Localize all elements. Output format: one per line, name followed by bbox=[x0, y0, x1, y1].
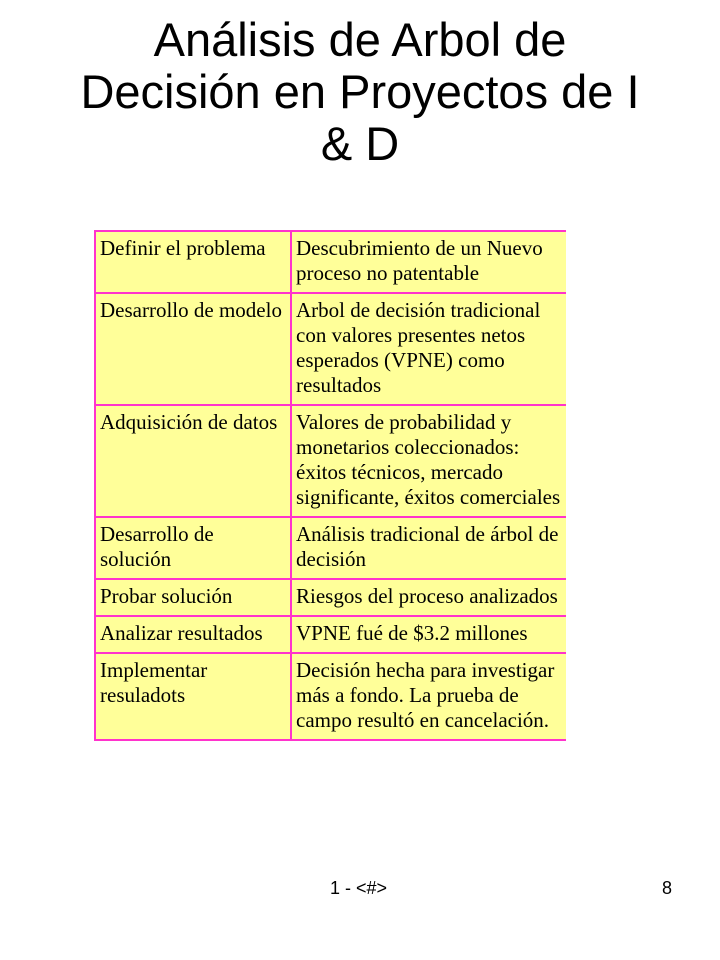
description-cell: Riesgos del proceso analizados bbox=[291, 579, 566, 616]
description-cell: Arbol de decisión tradicional con valores presentes netos esperados (VPNE) como resultados bbox=[291, 293, 566, 405]
description-cell: Valores de probabilidad y monetarios coleccionados: éxitos técnicos, mercado significante, éxitos comerciales bbox=[291, 405, 566, 517]
process-table-container bbox=[94, 230, 566, 741]
slide-title-line-1: Análisis de Arbol de bbox=[153, 13, 567, 66]
step-cell: Definir el problema bbox=[95, 231, 291, 293]
step-cell: Desarrollo de modelo bbox=[95, 293, 291, 405]
table-row bbox=[95, 293, 566, 405]
table-row bbox=[95, 405, 566, 517]
step-cell: Implementar resuladots bbox=[95, 653, 291, 740]
step-cell: Adquisición de datos bbox=[95, 405, 291, 517]
slide-footer-label: 1 - <#> bbox=[330, 878, 388, 898]
slide-title-line-2: Decisión en Proyectos de I bbox=[80, 65, 640, 118]
table-row bbox=[95, 517, 566, 579]
slide-title-line-3: & D bbox=[320, 117, 400, 170]
table-row bbox=[95, 616, 566, 653]
table-row bbox=[95, 579, 566, 616]
description-cell: Análisis tradicional de árbol de decisión bbox=[291, 517, 566, 579]
process-table bbox=[94, 230, 566, 741]
step-cell: Desarrollo de solución bbox=[95, 517, 291, 579]
slide-number: 8 bbox=[662, 878, 673, 898]
step-cell: Analizar resultados bbox=[95, 616, 291, 653]
slide-title bbox=[0, 14, 720, 170]
step-cell: Probar solución bbox=[95, 579, 291, 616]
description-cell: Descubrimiento de un Nuevo proceso no patentable bbox=[291, 231, 566, 293]
table-row bbox=[95, 231, 566, 293]
description-cell: VPNE fué de $3.2 millones bbox=[291, 616, 566, 653]
description-cell: Decisión hecha para investigar más a fondo. La prueba de campo resultó en cancelación. bbox=[291, 653, 566, 740]
table-row bbox=[95, 653, 566, 740]
